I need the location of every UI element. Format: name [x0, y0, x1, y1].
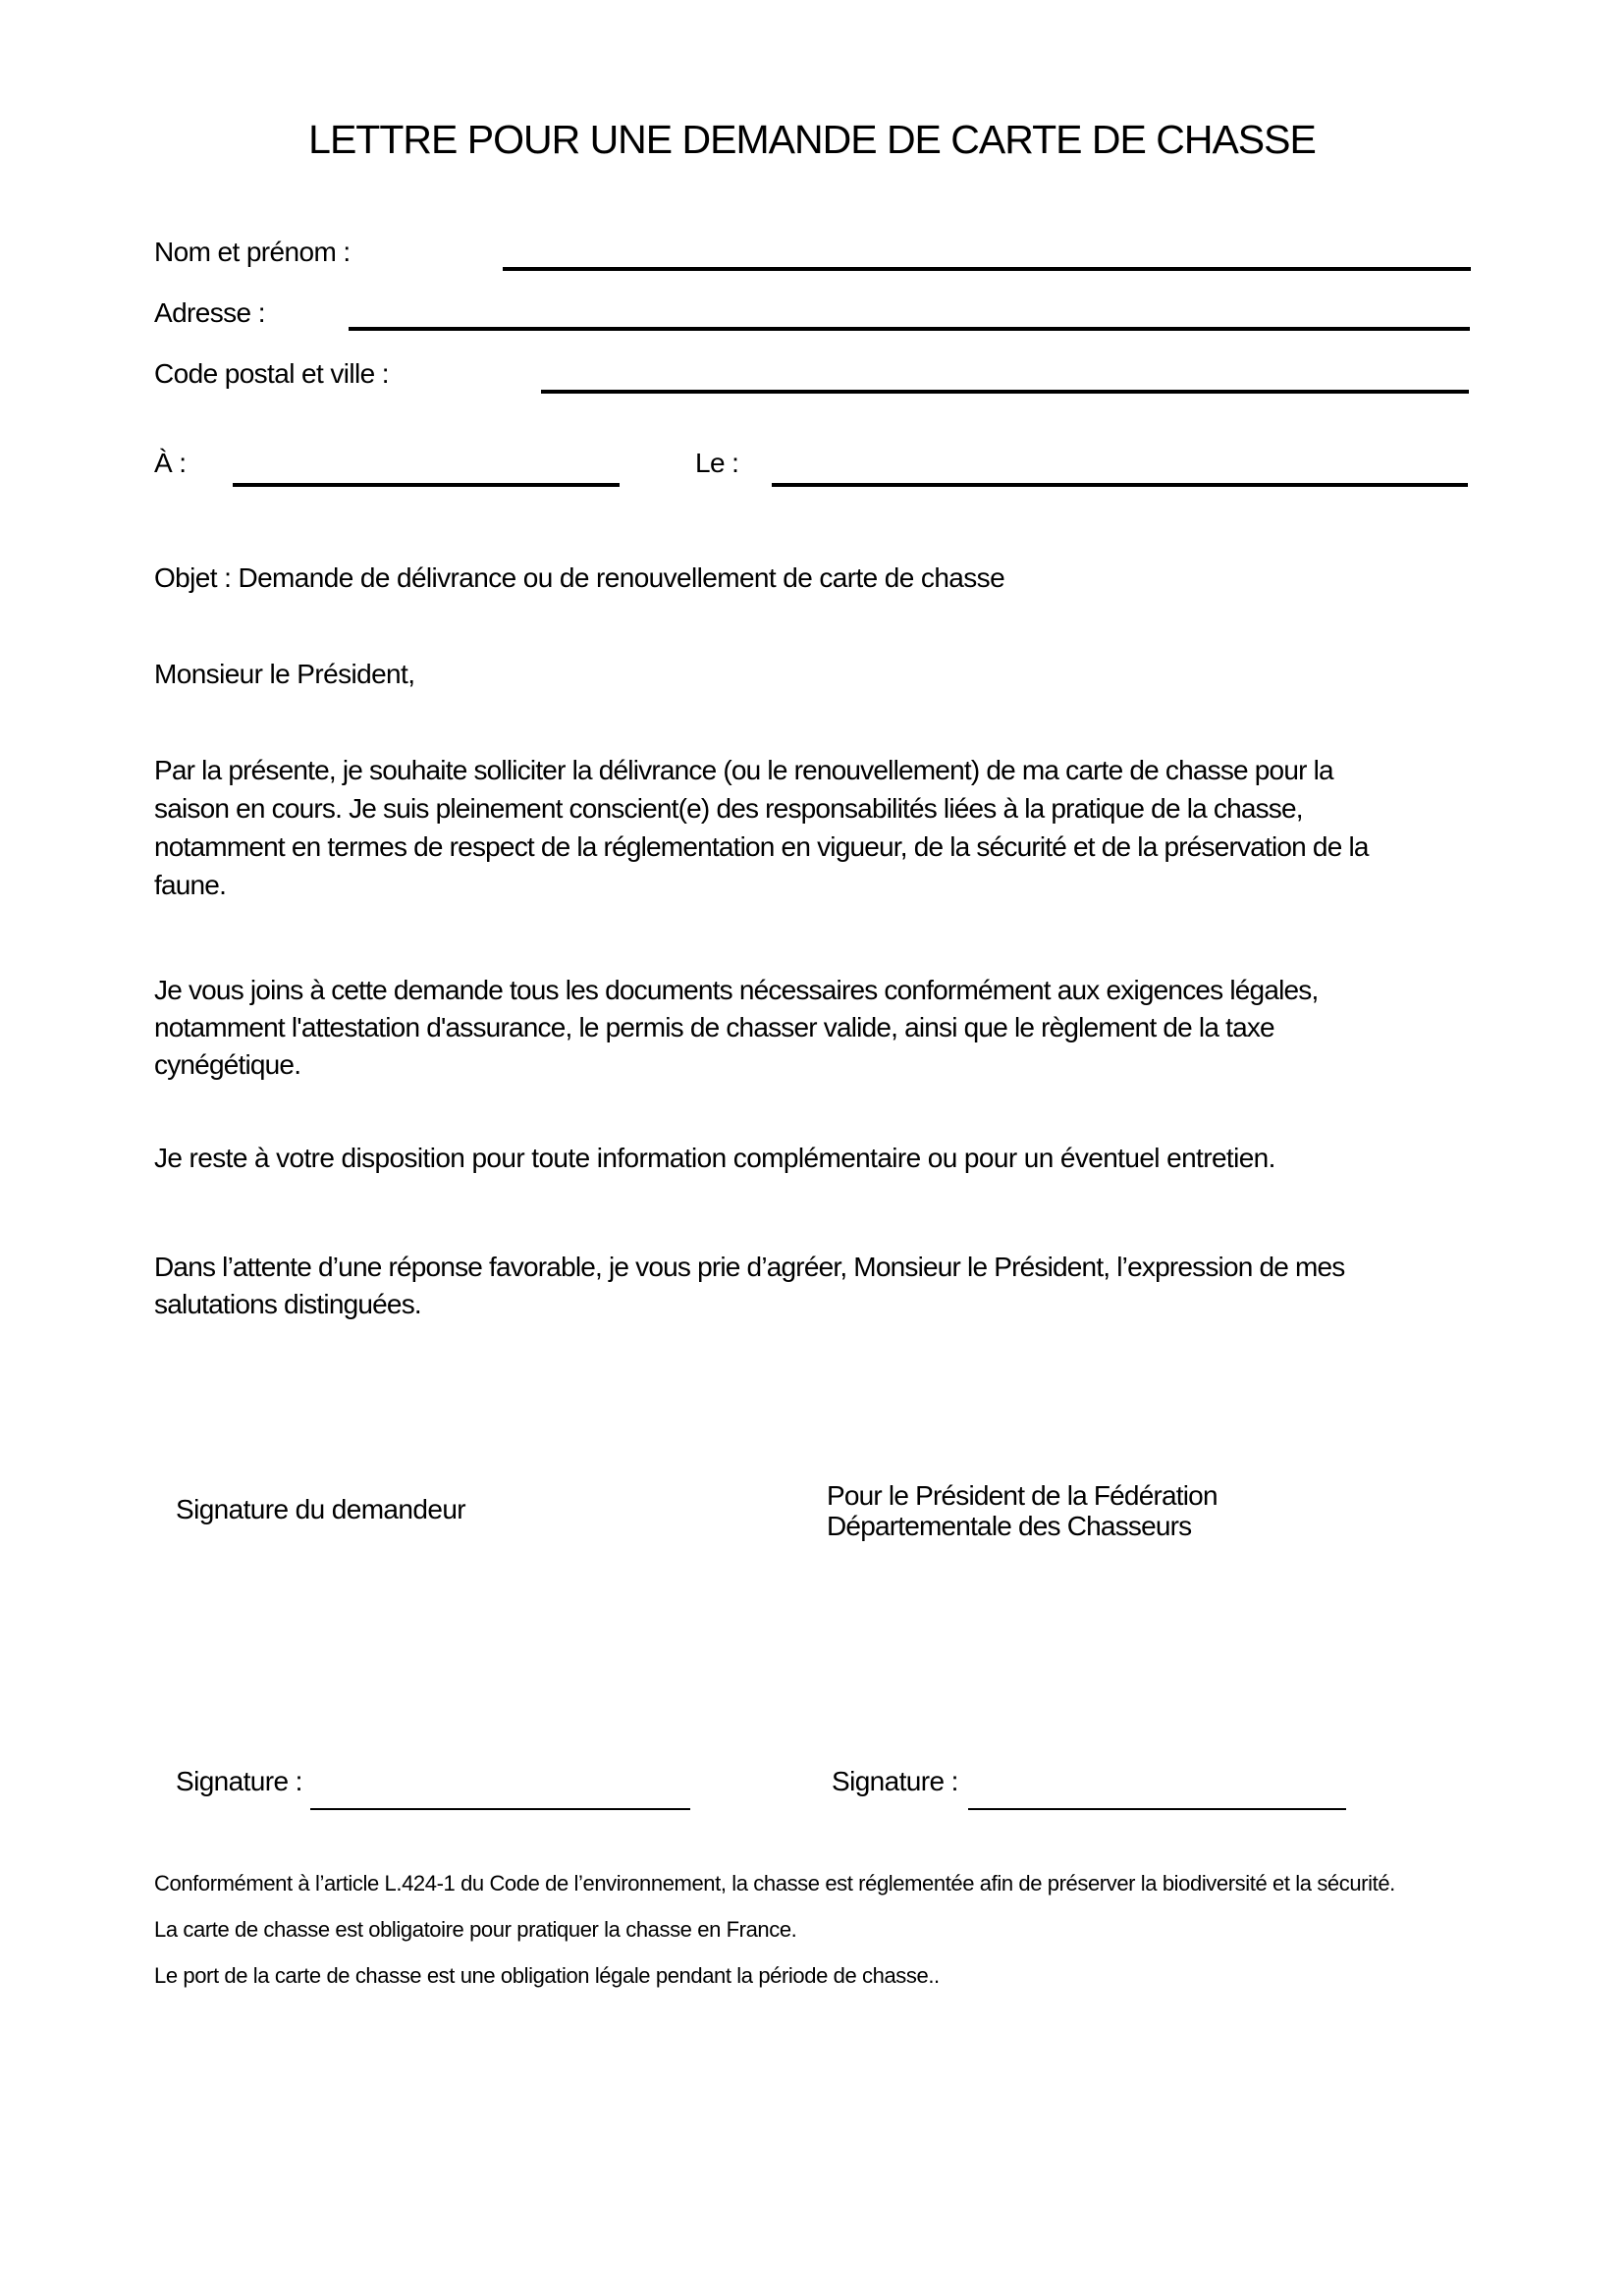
- paragraph-1-line-3: notamment en termes de respect de la réglementation en vigueur, de la sécurité et de la préservation de la: [154, 831, 1369, 862]
- subject-line: Objet : Demande de délivrance ou de renouvellement de carte de chasse: [154, 562, 1005, 593]
- federation-signature-label: Signature :: [832, 1766, 958, 1796]
- legal-note-1: Conformément à l’article L.424-1 du Code de l’environnement, la chasse est réglementée afin de préserver la biodiversité et la sécurité.: [154, 1871, 1395, 1896]
- paragraph-3: Je reste à votre disposition pour toute information complémentaire ou pour un éventuel entretien.: [154, 1143, 1275, 1173]
- applicant-signature-label: Signature :: [176, 1766, 302, 1796]
- address-label: Adresse :: [154, 297, 265, 328]
- paragraph-1-line-1: Par la présente, je souhaite solliciter la délivrance (ou le renouvellement) de ma carte de chasse pour la: [154, 755, 1333, 785]
- name-label: Nom et prénom :: [154, 237, 351, 267]
- address-fill-line: [349, 327, 1470, 331]
- federation-signature-line: [968, 1808, 1346, 1810]
- federation-signature-caption-line-1: Pour le Président de la Fédération: [827, 1480, 1218, 1511]
- date-label: Le :: [695, 448, 739, 478]
- paragraph-1: [154, 751, 1369, 904]
- paragraph-1-line-2: saison en cours. Je suis pleinement conscient(e) des responsabilités liées à la pratique de la chasse,: [154, 793, 1303, 824]
- paragraph-4-line-1: Dans l’attente d’une réponse favorable, je vous prie d’agréer, Monsieur le Président, l’expression de mes: [154, 1252, 1345, 1282]
- federation-signature-caption-line-2: Départementale des Chasseurs: [827, 1511, 1192, 1541]
- place-fill-line: [233, 483, 620, 487]
- paragraph-2-line-3: cynégétique.: [154, 1049, 301, 1080]
- paragraph-4: [154, 1249, 1345, 1323]
- postal-city-label: Code postal et ville :: [154, 358, 389, 389]
- paragraph-4-line-2: salutations distinguées.: [154, 1289, 421, 1319]
- name-fill-line: [503, 267, 1471, 271]
- legal-note-2: La carte de chasse est obligatoire pour pratiquer la chasse en France.: [154, 1917, 797, 1942]
- postal-city-fill-line: [541, 390, 1469, 394]
- paragraph-2: [154, 972, 1318, 1084]
- applicant-signature-line: [310, 1808, 690, 1810]
- paragraph-1-line-4: faune.: [154, 870, 227, 900]
- paragraph-2-line-1: Je vous joins à cette demande tous les documents nécessaires conformément aux exigences légales,: [154, 975, 1319, 1005]
- salutation: Monsieur le Président,: [154, 659, 415, 689]
- place-label: À :: [154, 448, 187, 478]
- legal-note-3: Le port de la carte de chasse est une obligation légale pendant la période de chasse..: [154, 1963, 940, 1988]
- page-title: LETTRE POUR UNE DEMANDE DE CARTE DE CHASSE: [308, 117, 1316, 162]
- paragraph-2-line-2: notamment l'attestation d'assurance, le permis de chasser valide, ainsi que le règlement de la taxe: [154, 1012, 1274, 1042]
- date-fill-line: [772, 483, 1468, 487]
- applicant-signature-caption: Signature du demandeur: [176, 1494, 466, 1524]
- federation-signature-caption: [827, 1480, 1218, 1541]
